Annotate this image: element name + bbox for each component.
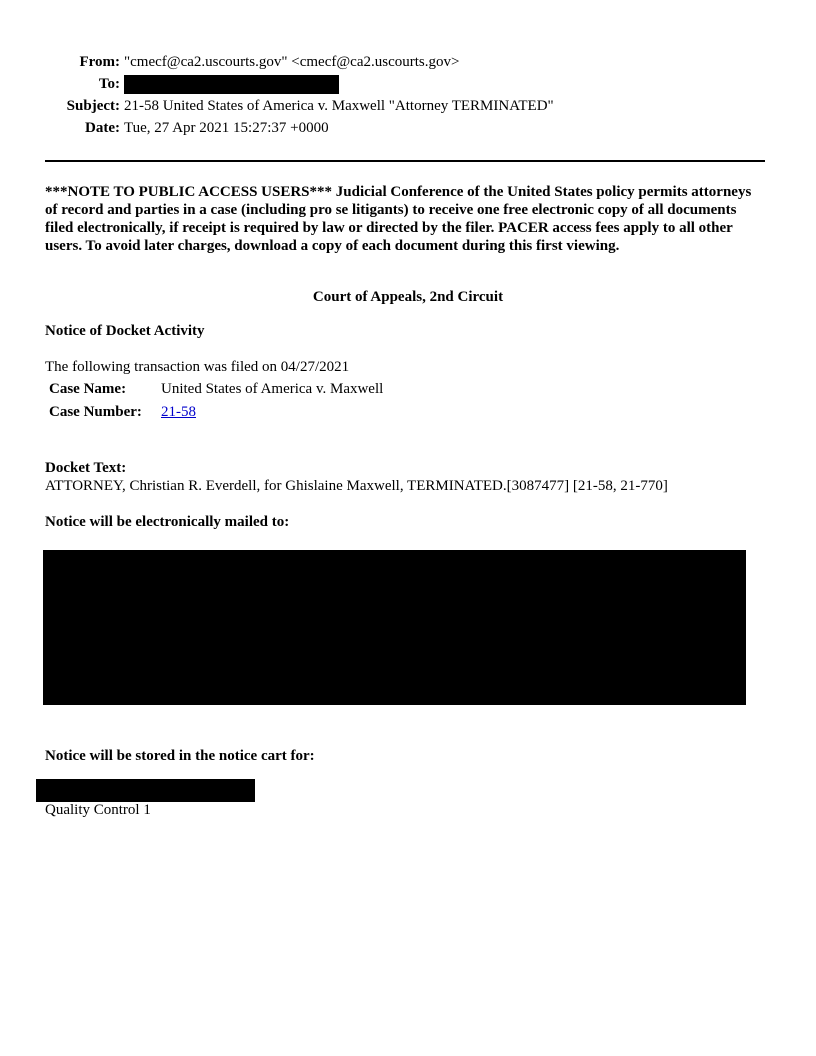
case-number-link[interactable]: 21-58	[161, 404, 196, 420]
cart-recipient-redaction	[36, 779, 255, 802]
notice-heading: Notice of Docket Activity	[45, 323, 205, 339]
case-name-value: United States of America v. Maxwell	[161, 381, 384, 397]
to-redaction	[124, 75, 339, 94]
mailed-recipients-redaction	[43, 550, 746, 705]
date-value: Tue, 27 Apr 2021 15:27:37 +0000	[124, 120, 329, 136]
mailed-heading: Notice will be electronically mailed to:	[45, 514, 290, 530]
date-label: Date:	[85, 120, 120, 136]
case-number-label: Case Number:	[49, 404, 142, 420]
docket-text-label: Docket Text:	[45, 460, 127, 476]
cart-entry: Quality Control 1	[45, 802, 151, 818]
filed-text: The following transaction was filed on 04/27/2021	[45, 359, 350, 375]
docket-text-value: ATTORNEY, Christian R. Everdell, for Ghislaine Maxwell, TERMINATED.[3087477] [21-58, 21-770]	[45, 478, 668, 494]
subject-value: 21-58 United States of America v. Maxwell "Attorney TERMINATED"	[124, 98, 554, 114]
cart-heading: Notice will be stored in the notice cart for:	[45, 748, 315, 764]
to-label: To:	[98, 76, 120, 92]
court-name: Court of Appeals, 2nd Circuit	[312, 289, 504, 305]
header-divider	[45, 160, 765, 162]
case-name-label: Case Name:	[49, 381, 127, 397]
subject-label: Subject:	[66, 98, 120, 114]
from-value: "cmecf@ca2.uscourts.gov" <cmecf@ca2.uscourts.gov>	[124, 54, 460, 70]
from-label: From:	[79, 54, 120, 70]
public-access-note: ***NOTE TO PUBLIC ACCESS USERS*** Judicial Conference of the United States policy permits attorneys of record and parties in a case (including pro se litigants) to receive one free electronic copy of all documents filed electronically, if receipt is required by law or directed by the filer. PACER access fees apply to all other users. To avoid later charges, download a copy of each document during this first viewing.	[45, 184, 752, 254]
